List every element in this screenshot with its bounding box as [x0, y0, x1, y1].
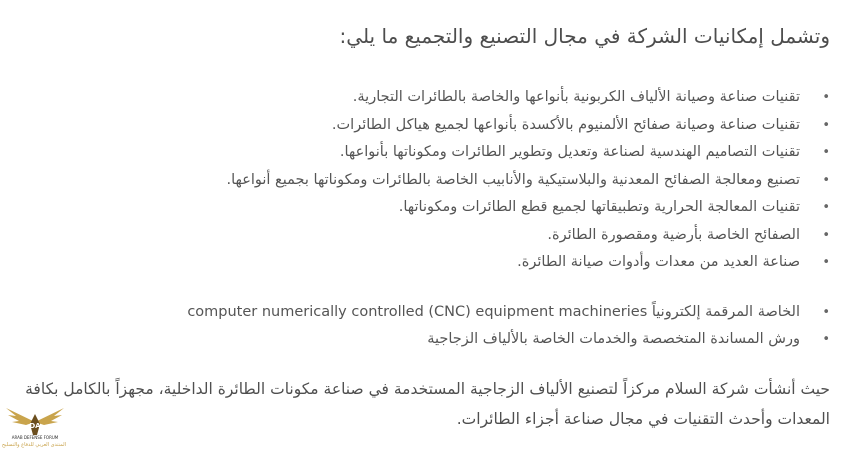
list-item: • الصفائح الخاصة بأرضية ومقصورة الطائرة. — [110, 222, 830, 250]
arab-defense-forum-logo — [1, 402, 66, 456]
capabilities-list — [110, 84, 830, 354]
paragraph-line: المعدات وأحدث التقنيات في مجال صناعة أجزاء الطائرات. — [456, 410, 830, 428]
fiberglass-paragraph — [0, 374, 830, 434]
logo-name-ar: المنتدى العربي للدفاع والتسليح — [1, 442, 66, 448]
logo-mark: DA — [29, 422, 41, 430]
list-item: • تقنيات المعالجة الحرارية وتطبيقاتها لجميع قطع الطائرات ومكوناتها. — [110, 194, 830, 222]
list-item: • صناعة العديد من معدات وأدوات صيانة الطائرة. — [110, 249, 830, 277]
list-item: • تقنيات صناعة وصيانة الألياف الكربونية بأنواعها والخاصة بالطائرات التجارية. — [110, 84, 830, 112]
list-item: • الخاصة المرقمة إلكترونياً computer numerically controlled (CNC) equipment machineries — [110, 299, 830, 327]
list-item: • ورش المساندة المتخصصة والخدمات الخاصة بالألياف الزجاجية — [110, 326, 830, 354]
logo-name-en: ARAB DEFENSE FORUM — [11, 435, 59, 440]
list-item: • تصنيع ومعالجة الصفائح المعدنية والبلاستيكية والأنابيب الخاصة بالطائرات ومكوناتها بجميع أنواعها. — [110, 167, 830, 195]
paragraph-line: حيث أنشأت شركة السلام مركزاً لتصنيع الألياف الزجاجية المستخدمة في صناعة مكونات الطائرة الداخلية، مجهزاً بالكامل بكافة — [25, 380, 830, 398]
list-item: • تقنيات صناعة وصيانة صفائح الألمنيوم بالأكسدة بأنواعها لجميع هياكل الطائرات. — [110, 112, 830, 140]
section-heading: وتشمل إمكانيات الشركة في مجال التصنيع والتجميع ما يلي: — [339, 24, 830, 48]
eagle-icon — [4, 402, 66, 438]
list-item: • تقنيات التصاميم الهندسية لصناعة وتعديل وتطوير الطائرات ومكوناتها بأنواعها. — [110, 139, 830, 167]
